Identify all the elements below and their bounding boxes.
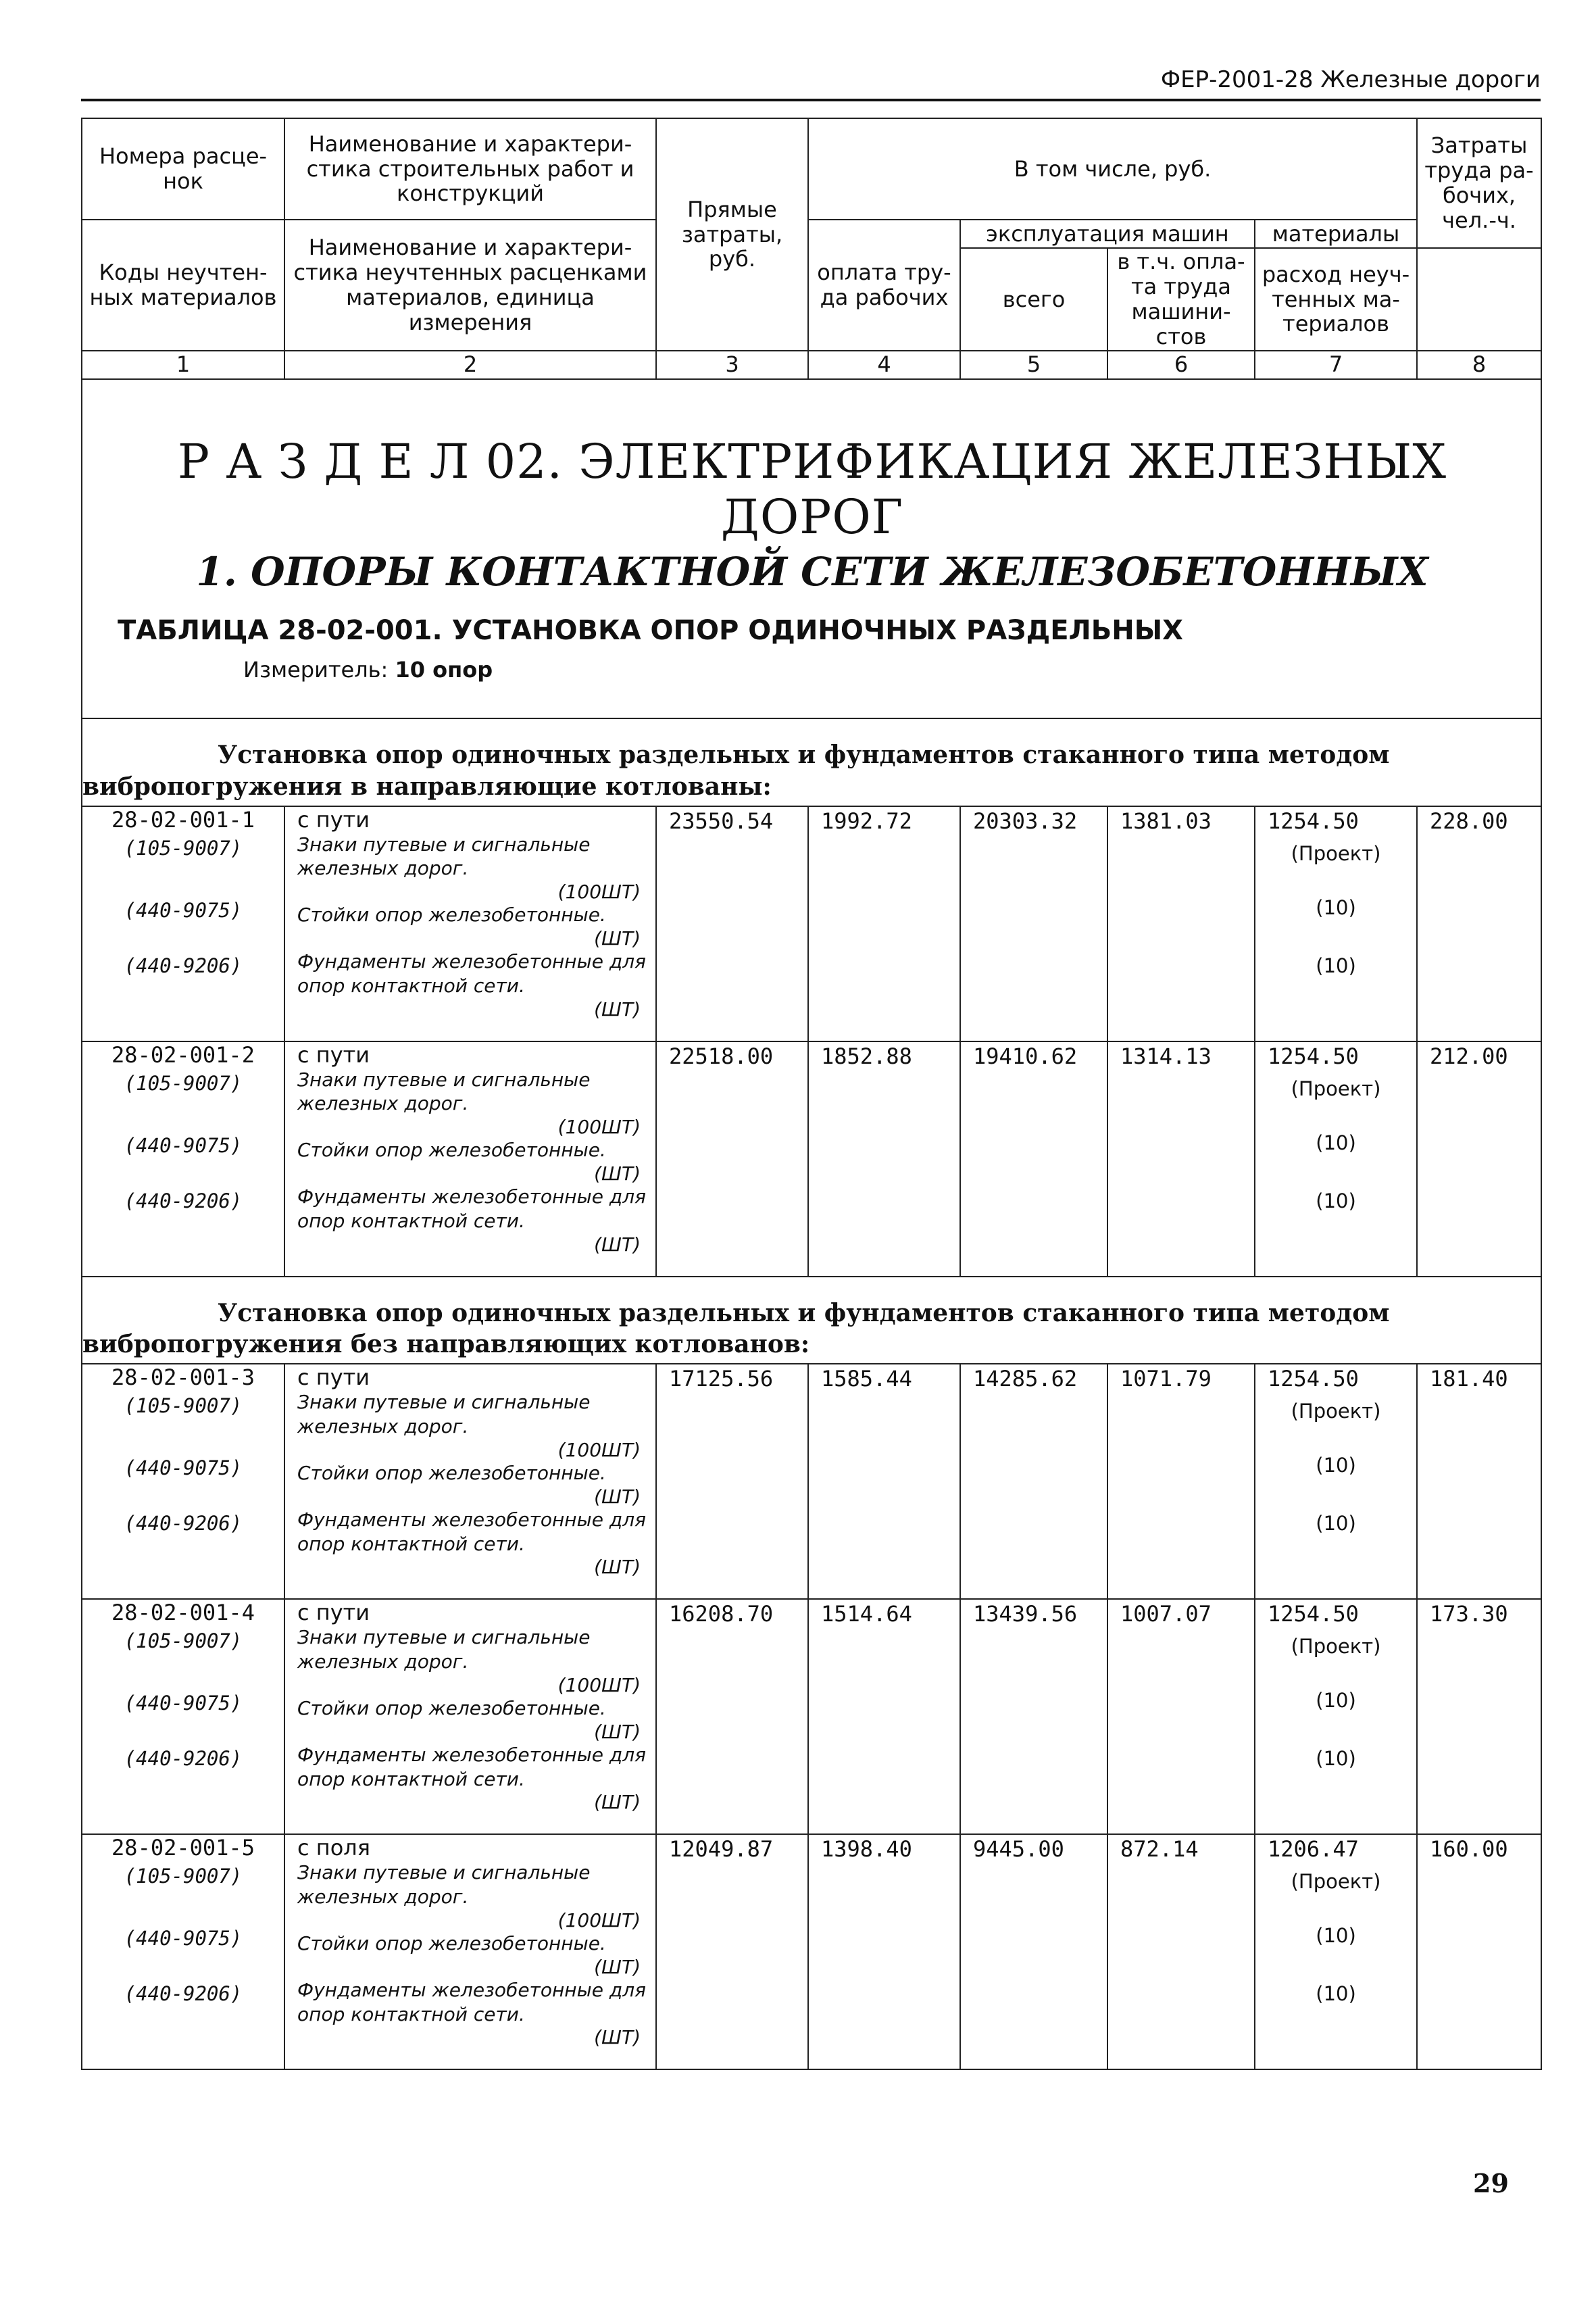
meter-label: Измеритель: [243, 657, 389, 683]
column-numbers-row [82, 351, 1541, 379]
direct-cost: 12049.87 [669, 1836, 774, 1863]
material-name: Фундаменты железобетонные для опор контактной сети. [297, 1743, 646, 1790]
material-unit: (100ШТ) [557, 1116, 641, 1139]
materials-cost: 1254.50 [1268, 1043, 1359, 1069]
material-unit: (ШТ) [594, 1233, 641, 1256]
machines-cost: 9445.00 [973, 1836, 1064, 1863]
page-number: 29 [1473, 2168, 1509, 2198]
machinists-wage: 872.14 [1120, 1836, 1199, 1863]
rate-groups [82, 718, 1541, 2069]
material-code: (105-9007) [124, 1865, 243, 1888]
machines-cost: 20303.32 [973, 808, 1078, 834]
direct-cost: 16208.70 [669, 1601, 774, 1627]
unaccounted-material-value: (Проект) [1291, 1400, 1381, 1423]
title-cell [82, 379, 1541, 718]
material-name: Фундаменты железобетонные для опор контактной сети. [297, 1508, 646, 1555]
materials-cell [1255, 1599, 1417, 1834]
direct-cost-cell [656, 1599, 808, 1834]
material-unit: (ШТ) [594, 2026, 641, 2049]
machinists-wage-cell [1107, 806, 1255, 1041]
direct-cost: 23550.54 [669, 808, 774, 834]
rate-name-cell [284, 1599, 656, 1834]
wage-cost: 1585.44 [821, 1366, 912, 1392]
material-name: Стойки опор железобетонные. [297, 1696, 606, 1719]
price-table [81, 118, 1542, 2070]
material-code: (440-9206) [124, 1189, 243, 1212]
wage-cost: 1992.72 [821, 808, 912, 834]
wage-cost-cell [808, 1834, 960, 2069]
machines-cost-cell [960, 1364, 1107, 1599]
rate-name: с пути [297, 1600, 370, 1626]
material-unit: (ШТ) [594, 998, 641, 1020]
machinists-wage: 1007.07 [1120, 1601, 1212, 1627]
rate-name: с пути [297, 1041, 370, 1068]
materials-cell [1255, 806, 1417, 1041]
material-unit: (ШТ) [594, 1955, 641, 1978]
material-name: Стойки опор железобетонные. [297, 904, 606, 927]
rate-code: 28-02-001-4 [111, 1600, 255, 1626]
rate-name-cell [284, 1041, 656, 1277]
group-heading: Установка опор одиночных раздельных и фундаментов стаканного типа методом вибропогружения в направляющие котлованы: [82, 718, 1541, 806]
unaccounted-material-value: (10) [1316, 1924, 1356, 1948]
unaccounted-material-value: (10) [1316, 1689, 1356, 1713]
unaccounted-material-value: (10) [1316, 1131, 1356, 1154]
direct-cost: 22518.00 [669, 1043, 774, 1069]
materials-cost: 1206.47 [1268, 1836, 1359, 1863]
material-code: (440-9206) [124, 1512, 243, 1535]
unaccounted-material-value: (10) [1316, 1512, 1356, 1535]
material-unit: (100ШТ) [557, 881, 641, 904]
material-name: Знаки путевые и сигнальные железных дорог. [297, 1391, 591, 1438]
machinists-wage-cell [1107, 1041, 1255, 1277]
rate-name-cell [284, 806, 656, 1041]
machines-cost: 14285.62 [973, 1366, 1078, 1392]
header-unaccounted-materials: расход неуч-тенных ма-териалов [1255, 248, 1417, 351]
material-unit: (ШТ) [594, 1720, 641, 1743]
material-code: (440-9075) [124, 1133, 243, 1157]
machinists-wage: 1381.03 [1120, 808, 1212, 834]
labor-value: 160.00 [1430, 1836, 1508, 1863]
material-code: (440-9206) [124, 954, 243, 977]
machinists-wage: 1314.13 [1120, 1043, 1212, 1069]
rate-name: с пути [297, 806, 370, 833]
group-heading-row [82, 1277, 1541, 1364]
header-rule [81, 99, 1541, 101]
wage-cost-cell [808, 1364, 960, 1599]
machines-cost-cell [960, 806, 1107, 1041]
material-code: (105-9007) [124, 1394, 243, 1418]
rate-code: 28-02-001-1 [111, 806, 255, 833]
unaccounted-material-value: (10) [1316, 1982, 1356, 2006]
rate-code-cell [82, 806, 284, 1041]
material-code: (105-9007) [124, 1071, 243, 1095]
col-number: 5 [960, 351, 1107, 379]
material-name: Фундаменты железобетонные для опор контактной сети. [297, 1978, 646, 2025]
labor-value: 181.40 [1430, 1366, 1508, 1392]
material-unit: (ШТ) [594, 1556, 641, 1579]
unaccounted-material-value: (10) [1316, 895, 1356, 919]
meter [243, 657, 493, 683]
material-name: Стойки опор железобетонные. [297, 1461, 606, 1484]
header-including: В том числе, руб. [808, 118, 1417, 220]
material-code: (440-9075) [124, 1692, 243, 1715]
machines-cost: 19410.62 [973, 1043, 1078, 1069]
machinists-wage: 1071.79 [1120, 1366, 1212, 1392]
materials-cost: 1254.50 [1268, 1601, 1359, 1627]
materials-cell [1255, 1364, 1417, 1599]
wage-cost: 1852.88 [821, 1043, 912, 1069]
material-name: Стойки опор железобетонные. [297, 1139, 606, 1162]
wage-cost: 1398.40 [821, 1836, 912, 1863]
direct-cost-cell [656, 1834, 808, 2069]
material-unit: (100ШТ) [557, 1909, 641, 1931]
section-title: Р А З Д Е Л 02. ЭЛЕКТРИФИКАЦИЯ ЖЕЛЕЗНЫХ ДОРОГ [177, 434, 1447, 545]
rate-code: 28-02-001-5 [111, 1835, 255, 1861]
header-materials: материалы [1255, 220, 1417, 248]
header-machinists-wage: в т.ч. опла-та труда машини-стов [1107, 248, 1255, 351]
header-work-name: Наименование и характери-стика строительных работ и конструкций [284, 118, 656, 220]
header-machines: эксплуатация машин [960, 220, 1255, 248]
unaccounted-material-value: (10) [1316, 1747, 1356, 1771]
unaccounted-material-value: (Проект) [1291, 1870, 1381, 1894]
material-unit: (ШТ) [594, 927, 641, 950]
rate-code: 28-02-001-2 [111, 1041, 255, 1068]
rate-row [82, 1834, 1541, 2069]
group-heading-row [82, 718, 1541, 806]
col-number: 8 [1417, 351, 1541, 379]
header-row-2 [82, 220, 1541, 248]
unaccounted-material-value: (Проект) [1291, 1635, 1381, 1658]
material-name: Знаки путевые и сигнальные железных дорог. [297, 1861, 591, 1909]
labor-cell [1417, 1599, 1541, 1834]
material-name: Знаки путевые и сигнальные железных дорог. [297, 1068, 591, 1115]
col-number: 6 [1107, 351, 1255, 379]
rate-name: с поля [297, 1835, 370, 1861]
material-name: Знаки путевые и сигнальные железных дорог. [297, 1626, 591, 1673]
header-material-codes: Коды неучтен-ных материалов [82, 220, 284, 351]
material-code: (440-9075) [124, 1456, 243, 1480]
col-number: 2 [284, 351, 656, 379]
wage-cost-cell [808, 806, 960, 1041]
material-code: (440-9075) [124, 1927, 243, 1950]
rate-name-cell [284, 1364, 656, 1599]
title-row [82, 379, 1541, 718]
header-row-1 [82, 118, 1541, 220]
rate-row [82, 1599, 1541, 1834]
rate-row [82, 806, 1541, 1041]
materials-cell [1255, 1041, 1417, 1277]
labor-value: 212.00 [1430, 1043, 1508, 1069]
labor-cell [1417, 1041, 1541, 1277]
machinists-wage-cell [1107, 1834, 1255, 2069]
material-unit: (ШТ) [594, 1791, 641, 1814]
unaccounted-material-value: (Проект) [1291, 841, 1381, 865]
rate-row [82, 1041, 1541, 1277]
material-code: (440-9206) [124, 1747, 243, 1771]
header-labor: Затраты труда ра-бочих, чел.-ч. [1417, 118, 1541, 248]
direct-cost-cell [656, 806, 808, 1041]
machines-cost-cell [960, 1834, 1107, 2069]
rate-code-cell [82, 1599, 284, 1834]
machines-cost: 13439.56 [973, 1601, 1078, 1627]
unaccounted-material-value: (10) [1316, 954, 1356, 977]
machinists-wage-cell [1107, 1364, 1255, 1599]
labor-cell [1417, 806, 1541, 1041]
rate-code-cell [82, 1041, 284, 1277]
price-table-frame [81, 118, 1541, 2049]
labor-cell [1417, 1834, 1541, 2069]
machines-cost-cell [960, 1041, 1107, 1277]
rate-code-cell [82, 1364, 284, 1599]
header-labor-blank [1417, 248, 1541, 351]
machinists-wage-cell [1107, 1599, 1255, 1834]
wage-cost-cell [808, 1599, 960, 1834]
labor-cell [1417, 1364, 1541, 1599]
header-direct-costs: Прямые затраты, руб. [656, 118, 808, 351]
rate-name-cell [284, 1834, 656, 2069]
machines-cost-cell [960, 1599, 1107, 1834]
material-name: Знаки путевые и сигнальные железных дорог. [297, 833, 591, 880]
material-code: (105-9007) [124, 836, 243, 860]
meter-value: 10 опор [395, 657, 493, 683]
header-rate-numbers: Номера расце-нок [82, 118, 284, 220]
col-number: 4 [808, 351, 960, 379]
material-code: (105-9007) [124, 1629, 243, 1653]
material-unit: (100ШТ) [557, 1438, 641, 1461]
material-name: Фундаменты железобетонные для опор контактной сети. [297, 950, 646, 997]
rate-code: 28-02-001-3 [111, 1364, 255, 1391]
header-machines-total: всего [960, 248, 1107, 351]
col-number: 1 [82, 351, 284, 379]
material-code: (440-9075) [124, 898, 243, 922]
header-material-names: Наименование и характери-стика неучтенных расценками материалов, единица измерения [284, 220, 656, 351]
col-number: 3 [656, 351, 808, 379]
material-unit: (ШТ) [594, 1162, 641, 1185]
table-title: ТАБЛИЦА 28-02-001. УСТАНОВКА ОПОР ОДИНОЧНЫХ РАЗДЕЛЬНЫХ [118, 615, 1183, 646]
materials-cost: 1254.50 [1268, 808, 1359, 834]
wage-cost-cell [808, 1041, 960, 1277]
material-name: Фундаменты железобетонные для опор контактной сети. [297, 1185, 646, 1232]
rate-name: с пути [297, 1364, 370, 1391]
rate-row [82, 1364, 1541, 1599]
running-head: ФЕР-2001-28 Железные дороги [1160, 66, 1541, 93]
labor-value: 173.30 [1430, 1601, 1508, 1627]
direct-cost-cell [656, 1041, 808, 1277]
rate-code-cell [82, 1834, 284, 2069]
col-number: 7 [1255, 351, 1417, 379]
labor-value: 228.00 [1430, 808, 1508, 834]
direct-cost: 17125.56 [669, 1366, 774, 1392]
direct-cost-cell [656, 1364, 808, 1599]
subsection-title: 1. ОПОРЫ КОНТАКТНОЙ СЕТИ ЖЕЛЕЗОБЕТОННЫХ [196, 549, 1428, 595]
group-heading: Установка опор одиночных раздельных и фундаментов стаканного типа методом вибропогружения без направляющих котлованов: [82, 1277, 1541, 1364]
unaccounted-material-value: (10) [1316, 1189, 1356, 1212]
unaccounted-material-value: (Проект) [1291, 1077, 1381, 1100]
materials-cost: 1254.50 [1268, 1366, 1359, 1392]
unaccounted-material-value: (10) [1316, 1454, 1356, 1477]
wage-cost: 1514.64 [821, 1601, 912, 1627]
material-unit: (ШТ) [594, 1485, 641, 1508]
materials-cell [1255, 1834, 1417, 2069]
material-code: (440-9206) [124, 1982, 243, 2006]
material-unit: (100ШТ) [557, 1673, 641, 1696]
material-name: Стойки опор железобетонные. [297, 1931, 606, 1954]
header-wage: оплата тру-да рабочих [808, 220, 960, 351]
